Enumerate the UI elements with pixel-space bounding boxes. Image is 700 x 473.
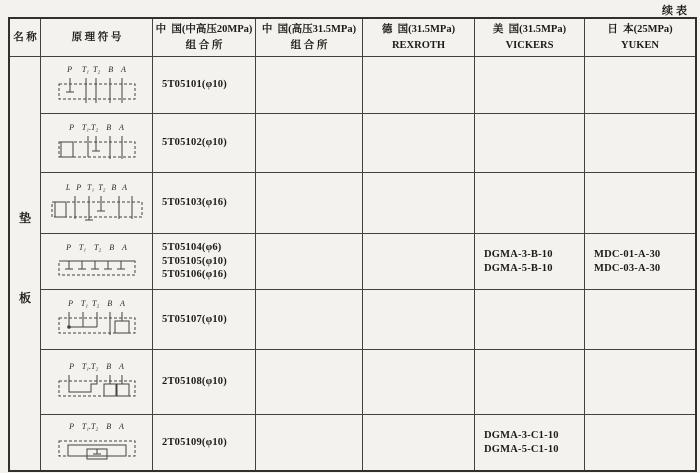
- name-char-dian: 垫: [18, 211, 31, 225]
- cell-yuken: [585, 415, 695, 470]
- cell-cn20: 5T05104(φ6) 5T05105(φ10) 5T05106(φ16): [153, 234, 256, 290]
- header-symbol-label: 原 理 符 号: [71, 31, 122, 43]
- cell-cn315: [256, 114, 363, 173]
- principle-symbol-cell: [41, 350, 153, 415]
- continued-table-label: 续表: [662, 5, 690, 17]
- cell-cn20: 2T05109(φ10): [153, 415, 256, 470]
- cell-rexroth: [363, 114, 475, 173]
- cell-cn315: [256, 415, 363, 470]
- principle-symbol-cell: [41, 234, 153, 290]
- cell-rexroth: [363, 415, 475, 470]
- cell-rexroth: [363, 350, 475, 415]
- cell-rexroth: [363, 290, 475, 350]
- cell-vickers: DGMA-3-B-10 DGMA-5-B-10: [475, 234, 585, 290]
- principle-symbol-cell: [41, 114, 153, 173]
- header-name-label: 名 称: [13, 31, 37, 43]
- cell-yuken: [585, 290, 695, 350]
- subplate-symbol-sketch: [55, 372, 139, 402]
- cell-yuken: [585, 173, 695, 234]
- cell-vickers: [475, 290, 585, 350]
- cell-yuken: MDC-01-A-30 MDC-03-A-30: [585, 234, 695, 290]
- cell-vickers: [475, 114, 585, 173]
- cell-vickers: DGMA-3-C1-10 DGMA-5-C1-10: [475, 415, 585, 470]
- header-china-315mpa: 中 国(高压31.5MPa) 组 合 所: [256, 19, 363, 57]
- cell-vickers: [475, 57, 585, 114]
- cell-cn315: [256, 290, 363, 350]
- principle-symbol-cell: [41, 57, 153, 114]
- cell-vickers: [475, 173, 585, 234]
- header-germany-rexroth: 德 国(31.5MPa) REXROTH: [363, 19, 475, 57]
- cell-cn20: 5T05102(φ10): [153, 114, 256, 173]
- cell-cn315: [256, 57, 363, 114]
- header-japan-yuken: 日 本(25MPa) YUKEN: [585, 19, 695, 57]
- port-labels: P T₁.T₂ B A: [69, 122, 124, 132]
- cell-yuken: [585, 350, 695, 415]
- cell-yuken: [585, 57, 695, 114]
- subplate-symbol-sketch: [55, 75, 139, 105]
- port-labels: P T₁.T₂ B A: [69, 422, 124, 431]
- subplate-symbol-sketch: [55, 133, 139, 163]
- port-labels: P T₁ T₂ B A: [68, 299, 125, 308]
- principle-symbol-cell: [41, 415, 153, 470]
- port-labels: P T₁ T₂ B A: [67, 64, 126, 74]
- subplate-symbol-sketch: [55, 432, 139, 462]
- name-column-cell: [10, 57, 41, 470]
- cell-yuken: [585, 114, 695, 173]
- name-char-ban: 板: [18, 291, 31, 305]
- port-labels: L P T₁ T₂ B A: [65, 182, 128, 192]
- cell-cn315: [256, 350, 363, 415]
- cell-cn20: 5T05101(φ10): [153, 57, 256, 114]
- subplate-symbol-sketch: [49, 193, 145, 223]
- header-usa-vickers: 美 国(31.5MPa) VICKERS: [475, 19, 585, 57]
- subplate-spec-table: [8, 17, 697, 472]
- principle-symbol-cell: [41, 290, 153, 350]
- subplate-symbol-sketch: [55, 309, 139, 339]
- principle-symbol-cell: [41, 173, 153, 234]
- cell-cn315: [256, 173, 363, 234]
- subplate-symbol-sketch: [55, 253, 139, 279]
- cell-rexroth: [363, 234, 475, 290]
- header-name: [10, 19, 41, 57]
- cell-rexroth: [363, 57, 475, 114]
- header-symbol: [41, 19, 153, 57]
- cell-cn20: 5T05107(φ10): [153, 290, 256, 350]
- cell-vickers: [475, 350, 585, 415]
- header-china-20mpa: 中 国(中高压20MPa) 组 合 所: [153, 19, 256, 57]
- port-labels: P T₁ T₂ B A: [66, 243, 127, 252]
- port-labels: P T₁.T₂ B A: [69, 361, 124, 371]
- cell-cn315: [256, 234, 363, 290]
- cell-cn20: 5T05103(φ16): [153, 173, 256, 234]
- cell-cn20: 2T05108(φ10): [153, 350, 256, 415]
- cell-rexroth: [363, 173, 475, 234]
